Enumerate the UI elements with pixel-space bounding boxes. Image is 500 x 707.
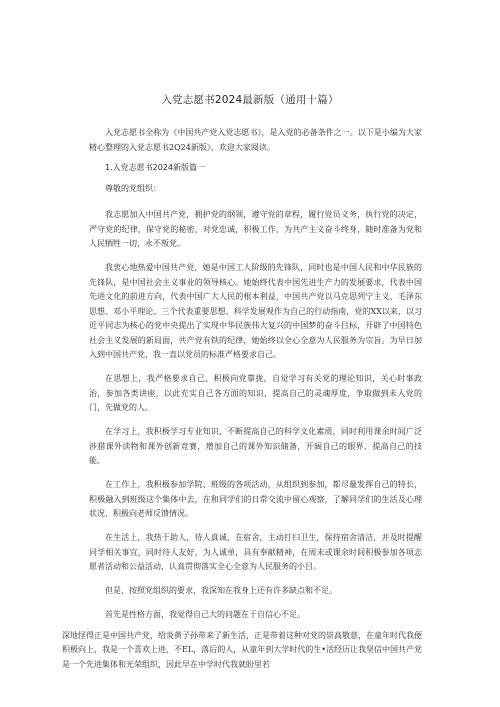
document-body bbox=[62, 126, 422, 682]
paragraph: 我衷心地热爱中国共产党，她是中国工人阶级的先锋队，同时也是中国人民和中华民族的先锋队，是中国社会主义事业的领导核心。她始终代表中国先进生产力的发展要求，代表中国先进文化的前进方向，代表中国广大人民的根本利益，中国共产党以马克思列宁主义、毛泽东思想、邓小平理论、三个代表重要思想、科学发展观作为自己的行动指南，党的XX以来，以习近平同志为核心的党中央提出了实现中华民族伟大复兴的中国梦的奋斗目标，开辟了中国特色社会主义发展的新局面，共产党有铁的纪律，她始终以全心全意为人民服务为宗旨。为早日加入到中国共产党，我一直以党员的标准严格要求自己。 bbox=[89, 263, 422, 359]
paragraph: 在工作上，我积极参加学院、班级的各项活动，从组织到参加，都尽量发挥自己的特长，积极融入到班级这个集体中去，在和同学们的日常交流中留心观察，了解同学们的生活及心理状况，积极向老师反馈情况。 bbox=[89, 480, 422, 518]
paragraph: 我志愿加入中国共产党，拥护党的纲领，遵守党的章程，履行党员义务，执行党的决定，严守党的纪律，保守党的秘密，对党忠诚，积极工作，为共产主义奋斗终身，随时准备为党和人民牺牲一切，永不叛党。 bbox=[89, 210, 422, 248]
paragraph: 首先是性格方面，我觉得自己大的问题在于自信心不足。 bbox=[105, 610, 305, 619]
paragraph: 但是，按照党组织的要求，我深知在我身上还有许多缺点和不足。 bbox=[105, 586, 337, 595]
section-heading: 1.入党志愿书2024新版篇一 bbox=[105, 163, 205, 172]
paragraph: 在学习上，我积极学习专业知识，不断提高自己的科学文化素质，同时利用课余时间广泛涉猎课外读物和课外创新竞赛，增加自己的课外知识储备，开阔自己的眼界、提高自己的技能。 bbox=[89, 427, 422, 465]
paragraph: 在生活上，我热于助人，待人真诚，在宿舍，主动打扫卫生，保持宿舍清洁，并及时提醒同学相关事宜，同时待人友好，为人诚单，具有奉献精神，在周末或课余时间积极参加各项志愿者活动和公益活动，认真贯彻落实全心全意为人民服务的小目。 bbox=[89, 533, 422, 571]
paragraph: 深地怪得正是中国共产党，给炎黄子孙带来了新生活，正是带着这种对党的崇高敬意，在童年时代我便积极向上，我是一个喜欢上进，不EL，落后的人，从童年到大学时代的生•活经历让我坚信中国共产党是一个先进集体和光荣组织，因此早在中学时代我就盼里若 bbox=[62, 630, 422, 669]
intro-paragraph: 入党志愿书全称为《中国共产党入党志愿书》，是入党的必备条件之一。以下是小编为大家精心整理的入党志愿书2Q24新版》，欢迎大家阅读。 bbox=[89, 128, 422, 152]
document-title: 入党志愿书2024最新版（通用十篇） bbox=[161, 94, 339, 106]
paragraph: 在思想上，我严格要求自己，积极向党靠拢，自觉学习有关党的理论知识，关心时事政治，参加各类讲座，以此充实自己各方面的知识，提高自己的灵魂厚度，争取做到未入党的门，先做党的人。 bbox=[89, 374, 422, 412]
greeting: 尊敬的党组织： bbox=[105, 183, 161, 193]
